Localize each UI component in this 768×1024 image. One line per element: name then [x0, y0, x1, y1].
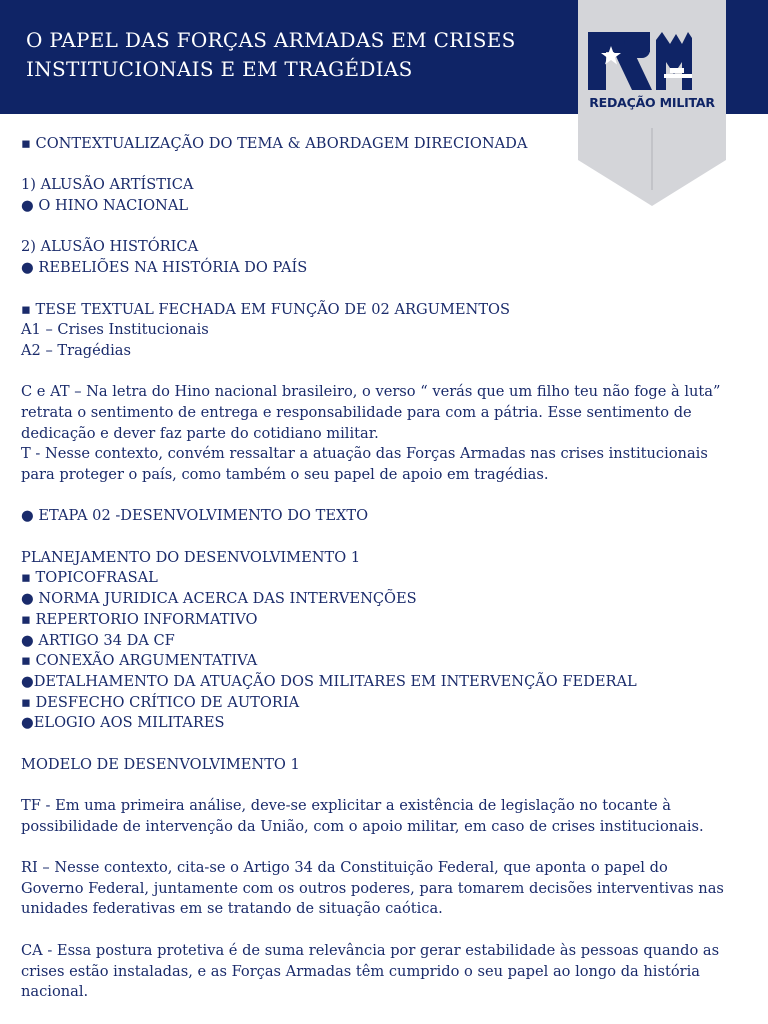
- text-line: T - Nesse contexto, convém ressaltar a atuação das Forças Armadas nas crises institucionais: [21, 445, 708, 463]
- text-line: ▪ DESFECHO CRÍTICO DE AUTORIA: [21, 693, 300, 711]
- title-line-1: O PAPEL DAS FORÇAS ARMADAS EM CRISES: [26, 28, 516, 52]
- text-line: A2 – Tragédias: [21, 341, 131, 359]
- blank-line: [21, 775, 768, 796]
- text-line: nacional.: [21, 983, 89, 1001]
- text-line: C e AT – Na letra do Hino nacional brasileiro, o verso “ verás que um filho teu não foge à luta”: [21, 383, 721, 401]
- title-line-2: INSTITUCIONAIS E EM TRAGÉDIAS: [26, 57, 413, 81]
- text-line: ▪ REPERTORIO INFORMATIVO: [21, 610, 258, 628]
- text-line: retrata o sentimento de entrega e responsabilidade para com a pátria. Esse sentimento de: [21, 403, 692, 421]
- text-line: A1 – Crises Institucionais: [21, 321, 209, 339]
- text-line: unidades federativas em se tratando de situação caótica.: [21, 900, 443, 918]
- blank-line: [21, 155, 768, 176]
- text-line: TF - Em uma primeira análise, deve-se explicitar a existência de legislação no tocante à: [21, 797, 671, 814]
- text-line: ▪ CONTEXTUALIZAÇÃO DO TEMA & ABORDAGEM DIRECIONADA: [21, 135, 528, 152]
- text-line: ▪ CONEXÃO ARGUMENTATIVA: [21, 652, 258, 670]
- text-line: ●ELOGIO AOS MILITARES: [21, 714, 225, 732]
- blank-line: [21, 837, 768, 858]
- text-line: MODELO DE DESENVOLVIMENTO 1: [21, 755, 300, 773]
- text-line: ●DETALHAMENTO DA ATUAÇÃO DOS MILITARES EM INTERVENÇÃO FEDERAL: [21, 672, 637, 690]
- text-line: ▪ TOPICOFRASAL: [21, 569, 158, 587]
- text-line: para proteger o país, como também o seu papel de apoio em tragédias.: [21, 466, 549, 483]
- text-line: ▪ TESE TEXTUAL FECHADA EM FUNÇÃO DE 02 ARGUMENTOS: [21, 300, 511, 318]
- text-line: possibilidade de intervenção da União, com o apoio militar, em caso de crises institucionais.: [21, 817, 704, 835]
- text-line: ● O HINO NACIONAL: [21, 197, 189, 215]
- text-line: ● REBELIÕES NA HISTÓRIA DO PAÍS: [21, 259, 308, 277]
- text-line: CA - Essa postura protetiva é de suma relevância por gerar estabilidade às pessoas quando as: [21, 941, 720, 959]
- text-line: dedicação e dever faz parte do cotidiano militar.: [21, 424, 379, 442]
- blank-line: [21, 362, 768, 383]
- document-body: [21, 134, 768, 1003]
- text-line: Governo Federal, juntamente com os outros poderes, para tomarem decisões interventivas nas: [21, 879, 724, 897]
- text-line: ● NORMA JURIDICA ACERCA DAS INTERVENÇÕES: [21, 590, 417, 608]
- text-line: RI – Nesse contexto, cita-se o Artigo 34 da Constituição Federal, que aponta o papel do: [21, 859, 668, 877]
- text-line: crises estão instaladas, e as Forças Armadas têm cumprido o seu papel ao longo da história: [21, 962, 700, 980]
- blank-line: [21, 527, 768, 548]
- blank-line: [21, 734, 768, 755]
- text-line: 2) ALUSÃO HISTÓRICA: [21, 238, 199, 256]
- blank-line: [21, 217, 768, 238]
- text-line: PLANEJAMENTO DO DESENVOLVIMENTO 1: [21, 548, 361, 566]
- text-line: 1) ALUSÃO ARTÍSTICA: [21, 176, 194, 194]
- page-title: [26, 26, 566, 84]
- text-line: ● ETAPA 02 -DESENVOLVIMENTO DO TEXTO: [21, 507, 369, 525]
- text-line: ● ARTIGO 34 DA CF: [21, 631, 175, 649]
- logo-caption: REDAÇÃO MILITAR: [589, 95, 715, 110]
- blank-line: [21, 920, 768, 941]
- blank-line: [21, 486, 768, 507]
- blank-line: [21, 279, 768, 300]
